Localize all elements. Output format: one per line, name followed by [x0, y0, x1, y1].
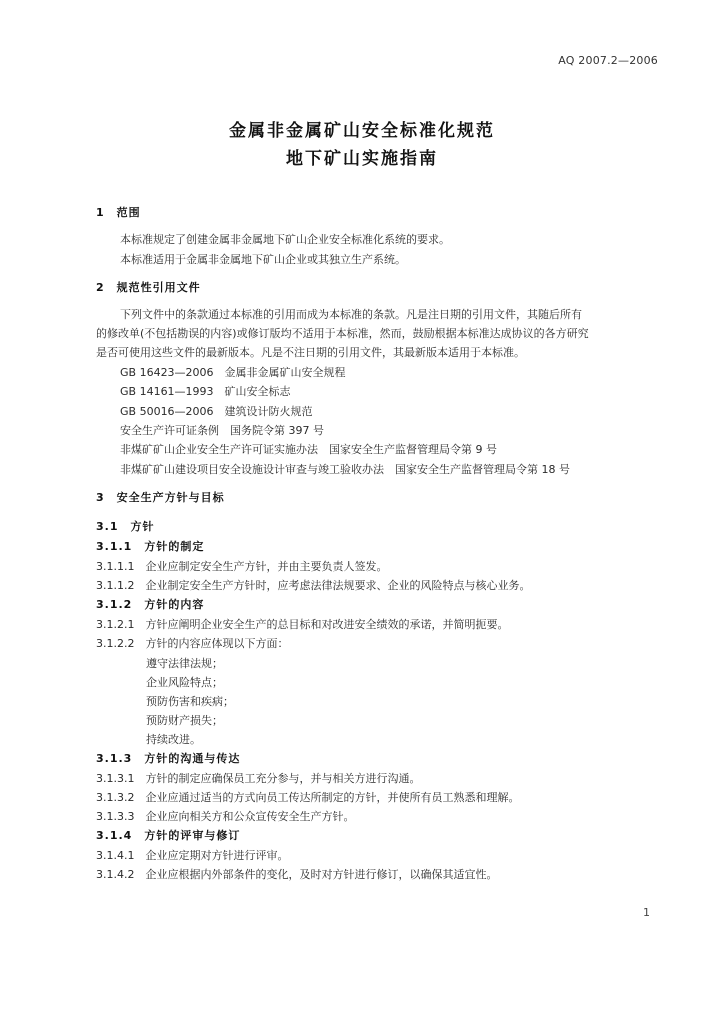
- paragraph: 的修改单(不包括勘误的内容)或修订版均不适用于本标准，然而，鼓励根据本标准达成协议的各方研究: [96, 327, 589, 340]
- document-title: 金属非金属矿山安全标准化规范: [229, 121, 495, 141]
- reference-item: 非煤矿矿山建设项目安全设施设计审查与竣工验收办法 国家安全生产监督管理局令第 18 号: [120, 463, 570, 476]
- paragraph: 下列文件中的条款通过本标准的引用而成为本标准的条款。凡是注日期的引用文件，其随后所有: [120, 308, 582, 321]
- paragraph: 本标准规定了创建金属非金属地下矿山企业安全标准化系统的要求。: [120, 233, 450, 246]
- subsection-heading: 3.1.2 方针的内容: [96, 598, 205, 611]
- section-heading-policy: 3 安全生产方针与目标: [96, 491, 225, 504]
- page-number: 1: [643, 906, 650, 919]
- clause: 3.1.3.3 企业应向相关方和公众宣传安全生产方针。: [96, 810, 355, 823]
- clause: 3.1.4.2 企业应根据内外部条件的变化，及时对方针进行修订，以确保其适宜性。: [96, 868, 498, 881]
- subsection-heading: 3.1 方针: [96, 520, 155, 533]
- reference-item: GB 14161—1993 矿山安全标志: [120, 385, 291, 398]
- clause: 3.1.3.2 企业应通过适当的方式向员工传达所制定的方针，并使所有员工熟悉和理解。: [96, 791, 520, 804]
- clause: 3.1.2.1 方针应阐明企业安全生产的总目标和对改进安全绩效的承诺，并简明扼要。: [96, 618, 509, 631]
- section-heading-references: 2 规范性引用文件: [96, 281, 201, 294]
- reference-item: 非煤矿矿山企业安全生产许可证实施办法 国家安全生产监督管理局令第 9 号: [120, 443, 497, 456]
- clause: 3.1.4.1 企业应定期对方针进行评审。: [96, 849, 289, 862]
- reference-item: GB 16423—2006 金属非金属矿山安全规程: [120, 366, 346, 379]
- list-item: 预防伤害和疾病；: [146, 695, 234, 708]
- standard-number: AQ 2007.2—2006: [558, 54, 658, 67]
- clause: 3.1.1.1 企业应制定安全生产方针，并由主要负责人签发。: [96, 560, 388, 573]
- document-subtitle: 地下矿山实施指南: [286, 149, 438, 169]
- clause: 3.1.3.1 方针的制定应确保员工充分参与，并与相关方进行沟通。: [96, 772, 421, 785]
- subsection-heading: 3.1.1 方针的制定: [96, 540, 205, 553]
- list-item: 遵守法律法规；: [146, 657, 223, 670]
- list-item: 预防财产损失；: [146, 714, 223, 727]
- clause: 3.1.1.2 企业制定安全生产方针时，应考虑法律法规要求、企业的风险特点与核心业务。: [96, 579, 531, 592]
- paragraph: 本标准适用于金属非金属地下矿山企业或其独立生产系统。: [120, 253, 406, 266]
- subsection-heading: 3.1.4 方针的评审与修订: [96, 829, 241, 842]
- reference-item: GB 50016—2006 建筑设计防火规范: [120, 405, 313, 418]
- subsection-heading: 3.1.3 方针的沟通与传达: [96, 752, 241, 765]
- reference-item: 安全生产许可证条例 国务院令第 397 号: [120, 424, 324, 437]
- list-item: 企业风险特点；: [146, 676, 223, 689]
- list-item: 持续改进。: [146, 733, 201, 746]
- paragraph: 是否可使用这些文件的最新版本。凡是不注日期的引用文件，其最新版本适用于本标准。: [96, 346, 525, 359]
- section-heading-scope: 1 范围: [96, 206, 141, 219]
- clause: 3.1.2.2 方针的内容应体现以下方面：: [96, 637, 289, 650]
